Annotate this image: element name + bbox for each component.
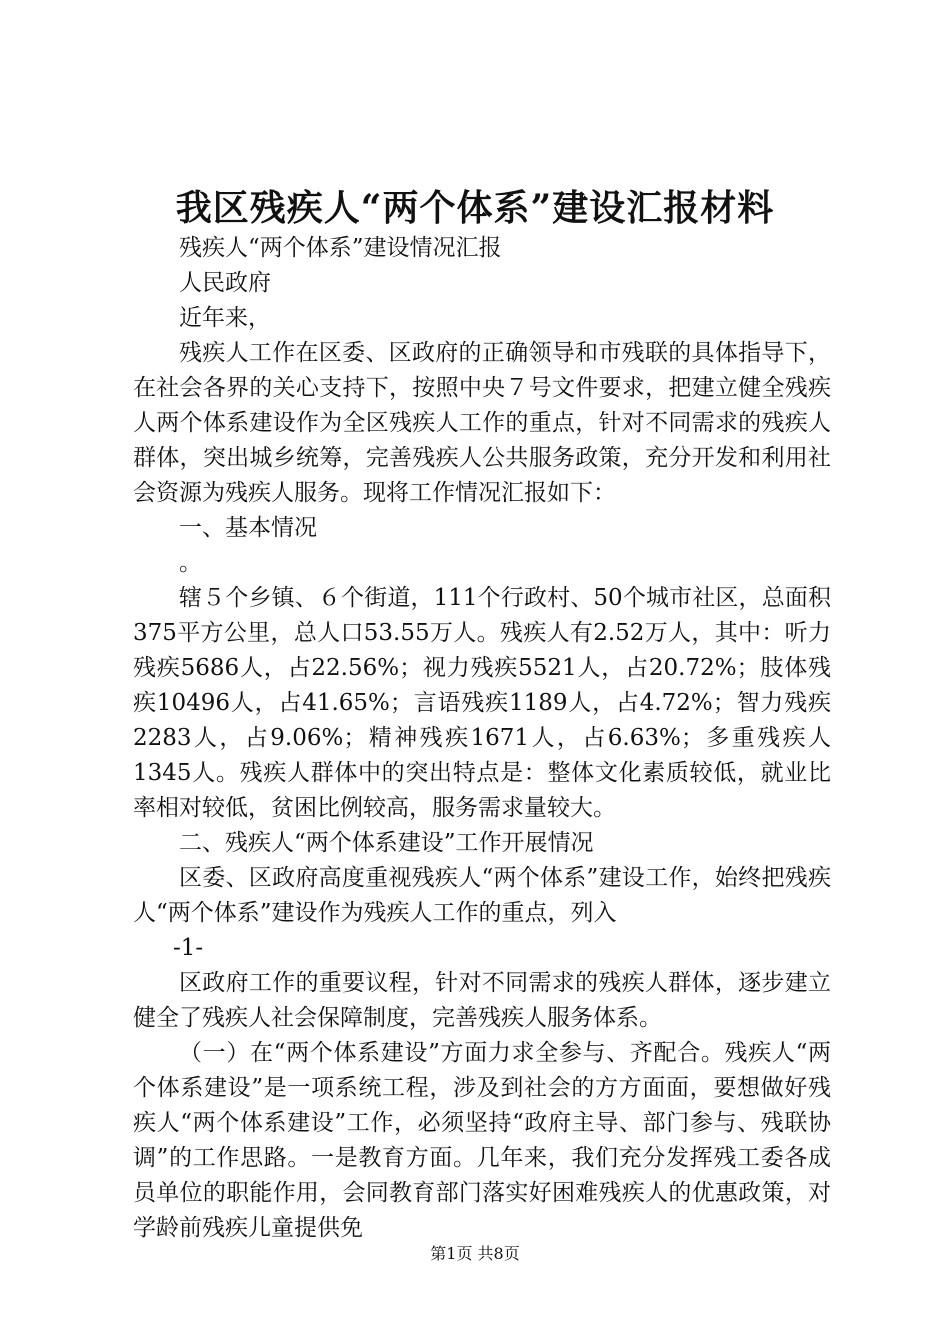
issuer: 人民政府 xyxy=(179,270,271,296)
paragraph-intro: 近年来， xyxy=(179,305,271,331)
page-footer: 第1页 共8页 xyxy=(430,1244,520,1263)
paragraph-mark: 。 xyxy=(179,550,202,576)
subtitle: 残疾人“两个体系”建设情况汇报 xyxy=(179,235,502,261)
paragraph: 区政府工作的重要议程，针对不同需求的残疾人群体，逐步建立健全了残疾人社会保障制度，完善残疾人服务体系。 xyxy=(133,970,831,1031)
paragraph: 区委、区政府高度重视残疾人“两个体系”建设工作，始终把残疾人“两个体系”建设作为残疾人工作的重点，列入 xyxy=(133,865,831,926)
paragraph: 辖５个乡镇、６个街道，111个行政村、50个城市社区，总面积375平方公里，总人口53.55万人。残疾人有2.52万人，其中：听力残疾5686人，占22.56%；视力残疾5521人，占20.72%；肢体残疾10496人，占41.65%；言语残疾1189人，占4.72%；智力残疾2283人，占9.06%；精神残疾1671人，占6.63%；多重残疾人1345人。残疾人群体中的突出特点是：整体文化素质较低，就业比率相对较低，贫困比例较高，服务需求量较大。 xyxy=(133,585,831,821)
paragraph: 残疾人工作在区委、区政府的正确领导和市残联的具体指导下，在社会各界的关心支持下，按照中央７号文件要求，把建立健全残疾人两个体系建设作为全区残疾人工作的重点，针对不同需求的残疾人群体，突出城乡统筹，完善残疾人公共服务政策，充分开发和利用社会资源为残疾人服务。现将工作情况汇报如下： xyxy=(133,340,831,506)
inline-page-marker: -1- xyxy=(173,935,204,961)
paragraph: （一）在“两个体系建设”方面力求全参与、齐配合。残疾人“两个体系建设”是一项系统工程，涉及到社会的方方面面，要想做好残疾人“两个体系建设”工作，必须坚持“政府主导、部门参与、残联协调”的工作思路。一是教育方面。几年来，我们充分发挥残工委各成员单位的职能作用，会同教育部门落实好困难残疾人的优惠政策，对学龄前残疾儿童提供免 xyxy=(133,1040,831,1241)
document-title: 我区残疾人“两个体系”建设汇报材料 xyxy=(175,187,775,229)
document-body xyxy=(133,231,831,1246)
section-heading: 一、基本情况 xyxy=(179,515,317,541)
section-heading: 二、残疾人“两个体系建设”工作开展情况 xyxy=(179,830,594,856)
